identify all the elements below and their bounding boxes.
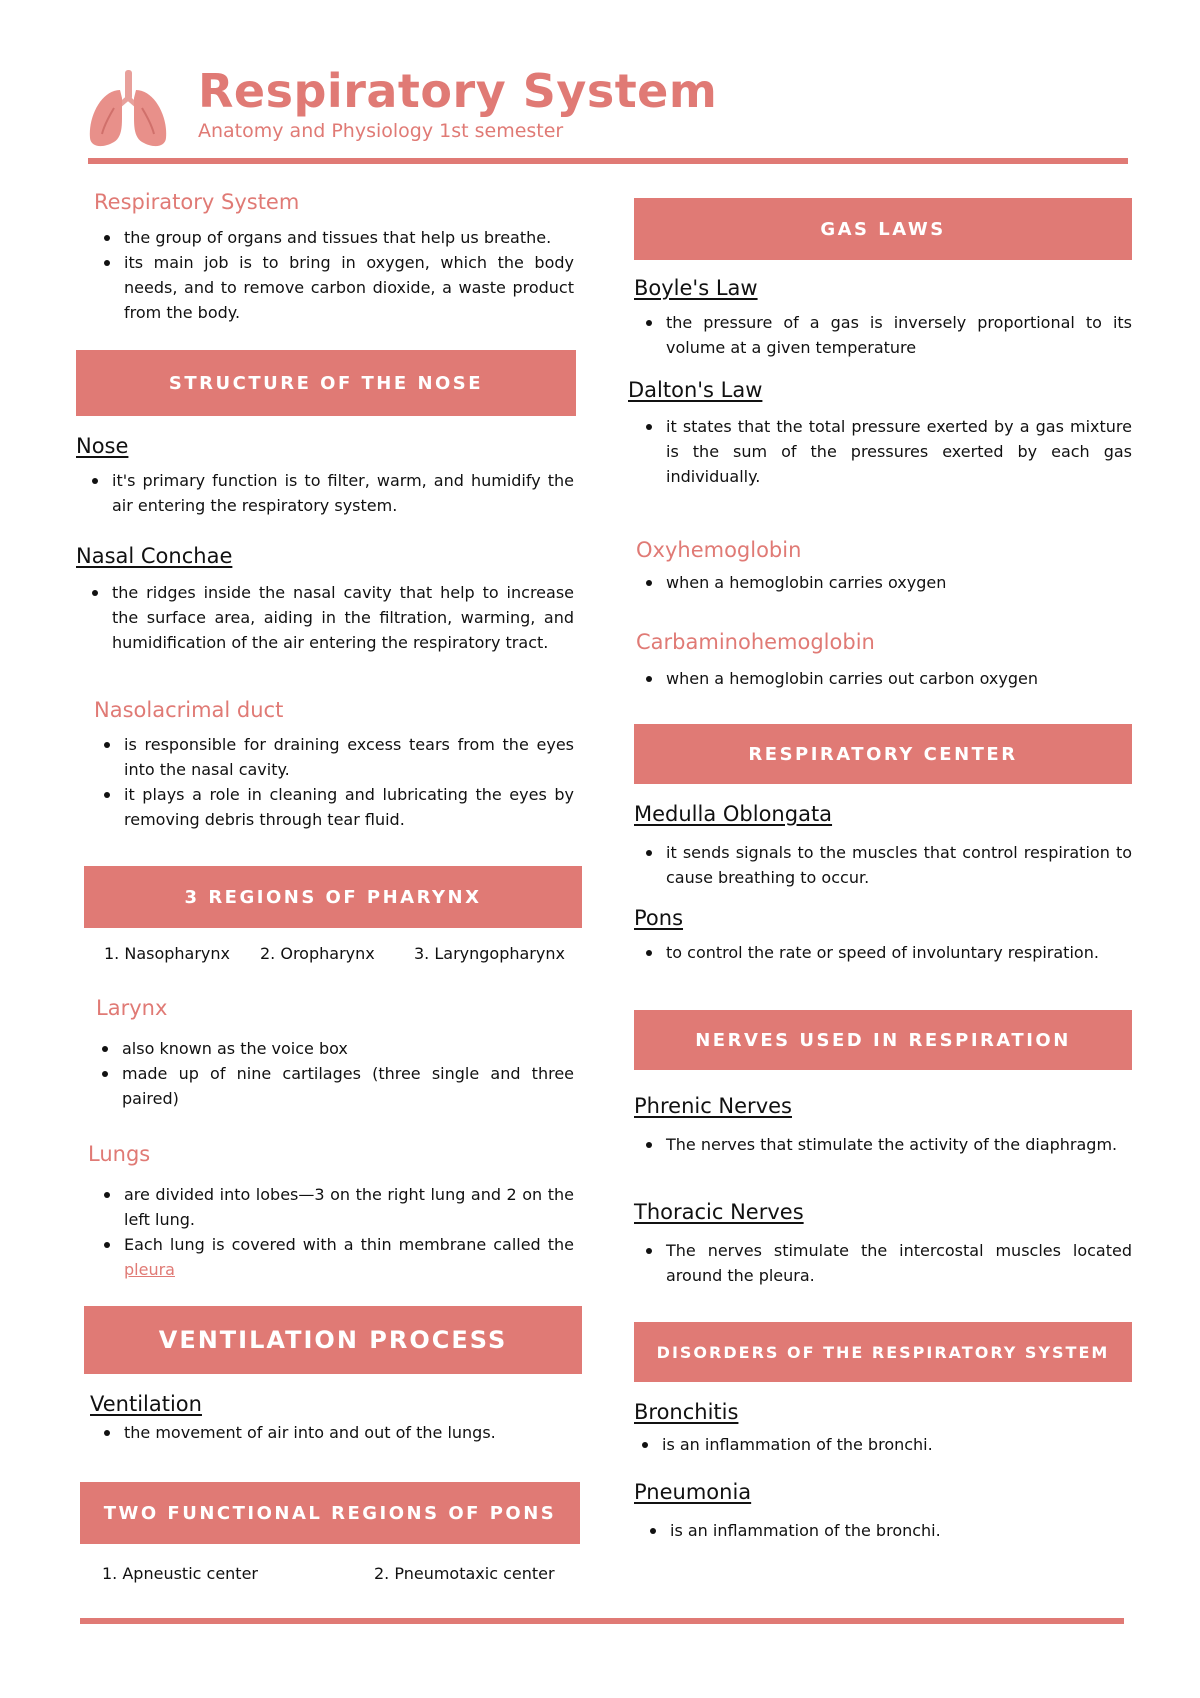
list-item: when a hemoglobin carries out carbon oxygen [636, 666, 1132, 691]
pleura-link[interactable]: pleura [124, 1260, 175, 1279]
medulla-list [636, 840, 1132, 890]
footer-divider [80, 1618, 1124, 1624]
pharynx-item-1: 1. Nasopharynx [104, 944, 231, 963]
carb-list [636, 666, 1132, 691]
phrenic-heading: Phrenic Nerves [634, 1094, 792, 1118]
list-item: is an inflammation of the bronchi. [632, 1432, 1132, 1457]
lungs-heading: Lungs [88, 1142, 151, 1166]
list-item: the ridges inside the nasal cavity that help to increase the surface area, aiding in the filtration, warming, and humidification of the air entering the respiratory tract. [82, 580, 574, 655]
conchae-heading: Nasal Conchae [76, 544, 233, 568]
thoracic-heading: Thoracic Nerves [634, 1200, 804, 1224]
boyle-list [636, 310, 1132, 360]
lungs-bullet-text: Each lung is covered with a thin membrane called the [124, 1235, 574, 1254]
list-item: it plays a role in cleaning and lubricating the eyes by removing debris through tear fluid. [94, 782, 574, 832]
page-title: Respiratory System [198, 64, 718, 118]
carb-heading: Carbaminohemoglobin [636, 630, 875, 654]
lungs-icon [84, 68, 172, 150]
pharynx-item-2: 2. Oropharynx [260, 944, 375, 963]
nose-banner: STRUCTURE OF THE NOSE [76, 350, 576, 416]
list-item: made up of nine cartilages (three single and three paired) [92, 1061, 574, 1111]
intro-heading: Respiratory System [94, 190, 300, 214]
ventilation-heading: Ventilation [90, 1392, 202, 1416]
list-item: it sends signals to the muscles that control respiration to cause breathing to occur. [636, 840, 1132, 890]
disorders-banner: DISORDERS OF THE RESPIRATORY SYSTEM [634, 1322, 1132, 1382]
list-item: The nerves stimulate the intercostal muscles located around the pleura. [636, 1238, 1132, 1288]
list-item: also known as the voice box [92, 1036, 574, 1061]
bronchitis-list [632, 1432, 1132, 1457]
conchae-list [82, 580, 574, 655]
list-item: when a hemoglobin carries oxygen [636, 570, 1132, 595]
pons-list [636, 940, 1132, 965]
medulla-heading: Medulla Oblongata [634, 802, 833, 826]
ventilation-banner: VENTILATION PROCESS [84, 1306, 582, 1374]
pons-heading: Pons [634, 906, 684, 930]
bronchitis-heading: Bronchitis [634, 1400, 739, 1424]
duct-heading: Nasolacrimal duct [94, 698, 284, 722]
dalton-heading: Dalton's Law [628, 378, 763, 402]
list-item: it states that the total pressure exerted by a gas mixture is the sum of the pressures exerted by each gas individually. [636, 414, 1132, 489]
list-item: the group of organs and tissues that help us breathe. [94, 225, 574, 250]
phrenic-list [636, 1132, 1132, 1157]
lungs-list [94, 1182, 574, 1282]
oxy-list [636, 570, 1132, 595]
gas-laws-banner: GAS LAWS [634, 198, 1132, 260]
pons-region-2: 2. Pneumotaxic center [374, 1564, 555, 1583]
pons-regions-banner: TWO FUNCTIONAL REGIONS OF PONS [80, 1482, 580, 1544]
list-item [94, 1232, 574, 1282]
page-subtitle: Anatomy and Physiology 1st semester [198, 120, 564, 142]
ventilation-list [94, 1420, 574, 1445]
list-item: The nerves that stimulate the activity of the diaphragm. [636, 1132, 1132, 1157]
boyle-heading: Boyle's Law [634, 276, 758, 300]
duct-list [94, 732, 574, 832]
list-item: it's primary function is to filter, warm, and humidify the air entering the respiratory system. [82, 468, 574, 518]
larynx-heading: Larynx [96, 996, 168, 1020]
list-item: are divided into lobes—3 on the right lung and 2 on the left lung. [94, 1182, 574, 1232]
nerves-banner: NERVES USED IN RESPIRATION [634, 1010, 1132, 1070]
larynx-list [92, 1036, 574, 1111]
intro-list [94, 225, 574, 325]
list-item: its main job is to bring in oxygen, which the body needs, and to remove carbon dioxide, a waste product from the body. [94, 250, 574, 325]
list-item: to control the rate or speed of involuntary respiration. [636, 940, 1132, 965]
oxy-heading: Oxyhemoglobin [636, 538, 802, 562]
pharynx-banner: 3 REGIONS OF PHARYNX [84, 866, 582, 928]
list-item: is an inflammation of the bronchi. [640, 1518, 1132, 1543]
pons-region-1: 1. Apneustic center [102, 1564, 258, 1583]
list-item: is responsible for draining excess tears from the eyes into the nasal cavity. [94, 732, 574, 782]
pneumonia-heading: Pneumonia [634, 1480, 752, 1504]
header-divider [88, 158, 1128, 164]
respiratory-center-banner: RESPIRATORY CENTER [634, 724, 1132, 784]
dalton-list [636, 414, 1132, 489]
list-item: the pressure of a gas is inversely proportional to its volume at a given temperature [636, 310, 1132, 360]
pharynx-item-3: 3. Laryngopharynx [414, 944, 565, 963]
nose-list [82, 468, 574, 518]
nose-heading: Nose [76, 434, 129, 458]
thoracic-list [636, 1238, 1132, 1288]
pneumonia-list [640, 1518, 1132, 1543]
list-item: the movement of air into and out of the lungs. [94, 1420, 574, 1445]
